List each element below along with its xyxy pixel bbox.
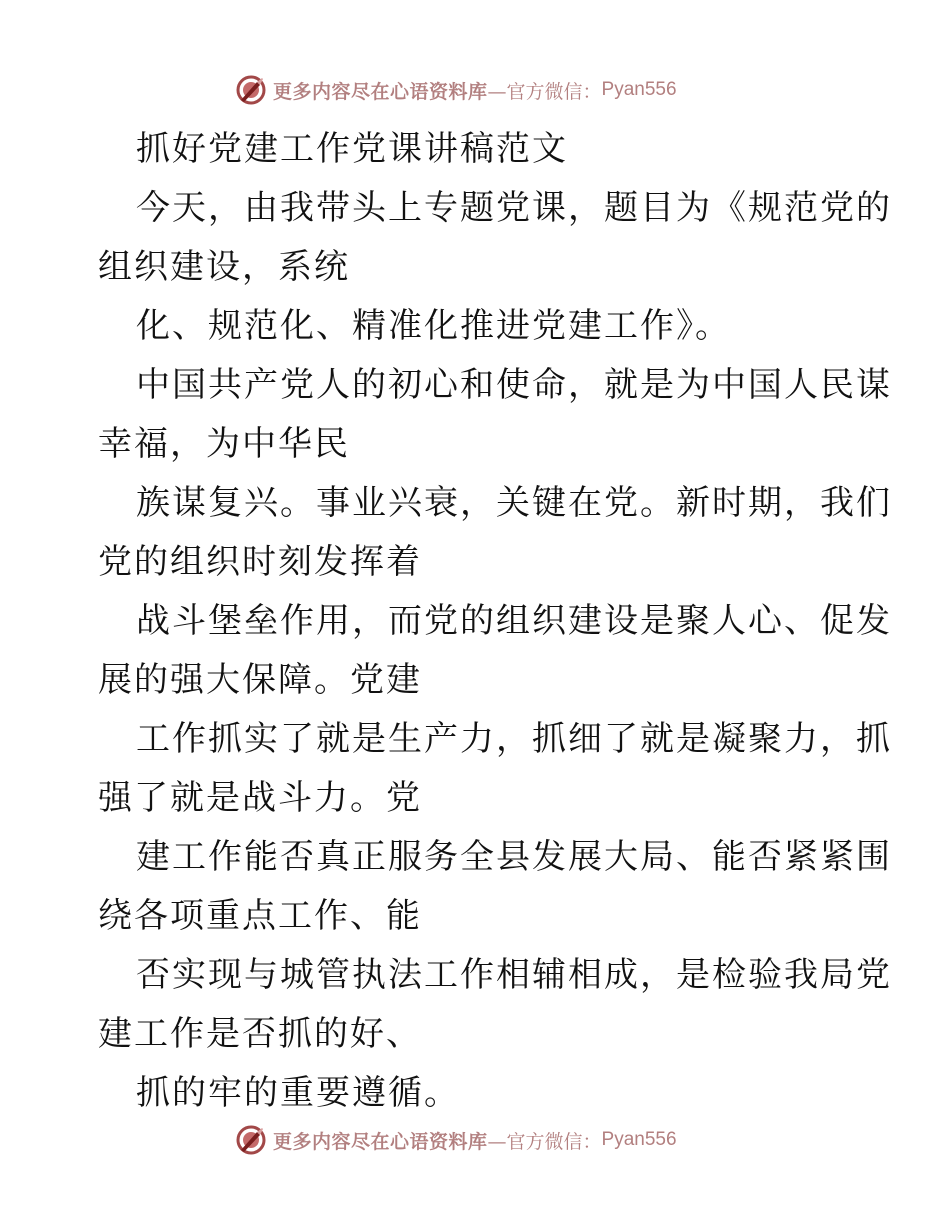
paragraph-line: 展的强大保障。党建	[98, 660, 422, 700]
paragraph-line: 否实现与城管执法工作相辅相成，是检验我局党	[136, 955, 892, 995]
footer-site-name: 更多内容尽在心语资料库	[273, 1130, 488, 1153]
paragraph-line: 党的组织时刻发挥着	[98, 542, 422, 582]
paragraph-line: 抓的牢的重要遵循。	[136, 1073, 460, 1113]
paragraph-line: 族谋复兴。事业兴衰，关键在党。新时期，我们	[136, 483, 892, 523]
quill-logo-icon	[235, 1124, 267, 1156]
paragraph-line: 强了就是战斗力。党	[98, 778, 422, 818]
paragraph-line: 绕各项重点工作、能	[98, 896, 422, 936]
paragraph-line: 中国共产党人的初心和使命，就是为中国人民谋	[136, 365, 892, 405]
footer-separator: —官方微信：	[487, 1130, 602, 1153]
paragraph-line: 组织建设，系统	[98, 247, 350, 287]
paragraph-line: 幸福，为中华民	[98, 424, 350, 464]
header-wechat-id: Pyan556	[601, 79, 677, 100]
document-title: 抓好党建工作党课讲稿范文	[136, 129, 568, 169]
paragraph-line: 今天，由我带头上专题党课，题目为《规范党的	[136, 188, 892, 228]
document-body	[98, 120, 892, 1123]
footer-banner	[235, 1123, 677, 1157]
header-separator: —官方微信：	[487, 80, 602, 103]
paragraph-line: 化、规范化、精准化推进党建工作》。	[136, 306, 731, 346]
footer-wechat-id: Pyan556	[601, 1129, 677, 1150]
paragraph-line: 战斗堡垒作用，而党的组织建设是聚人心、促发	[136, 601, 892, 641]
paragraph-line: 建工作能否真正服务全县发展大局、能否紧紧围	[136, 837, 892, 877]
header-banner	[235, 73, 677, 107]
quill-logo-icon	[235, 74, 267, 106]
header-site-name: 更多内容尽在心语资料库	[273, 80, 488, 103]
paragraph-line: 建工作是否抓的好、	[98, 1014, 422, 1054]
paragraph-line: 工作抓实了就是生产力，抓细了就是凝聚力，抓	[136, 719, 892, 759]
